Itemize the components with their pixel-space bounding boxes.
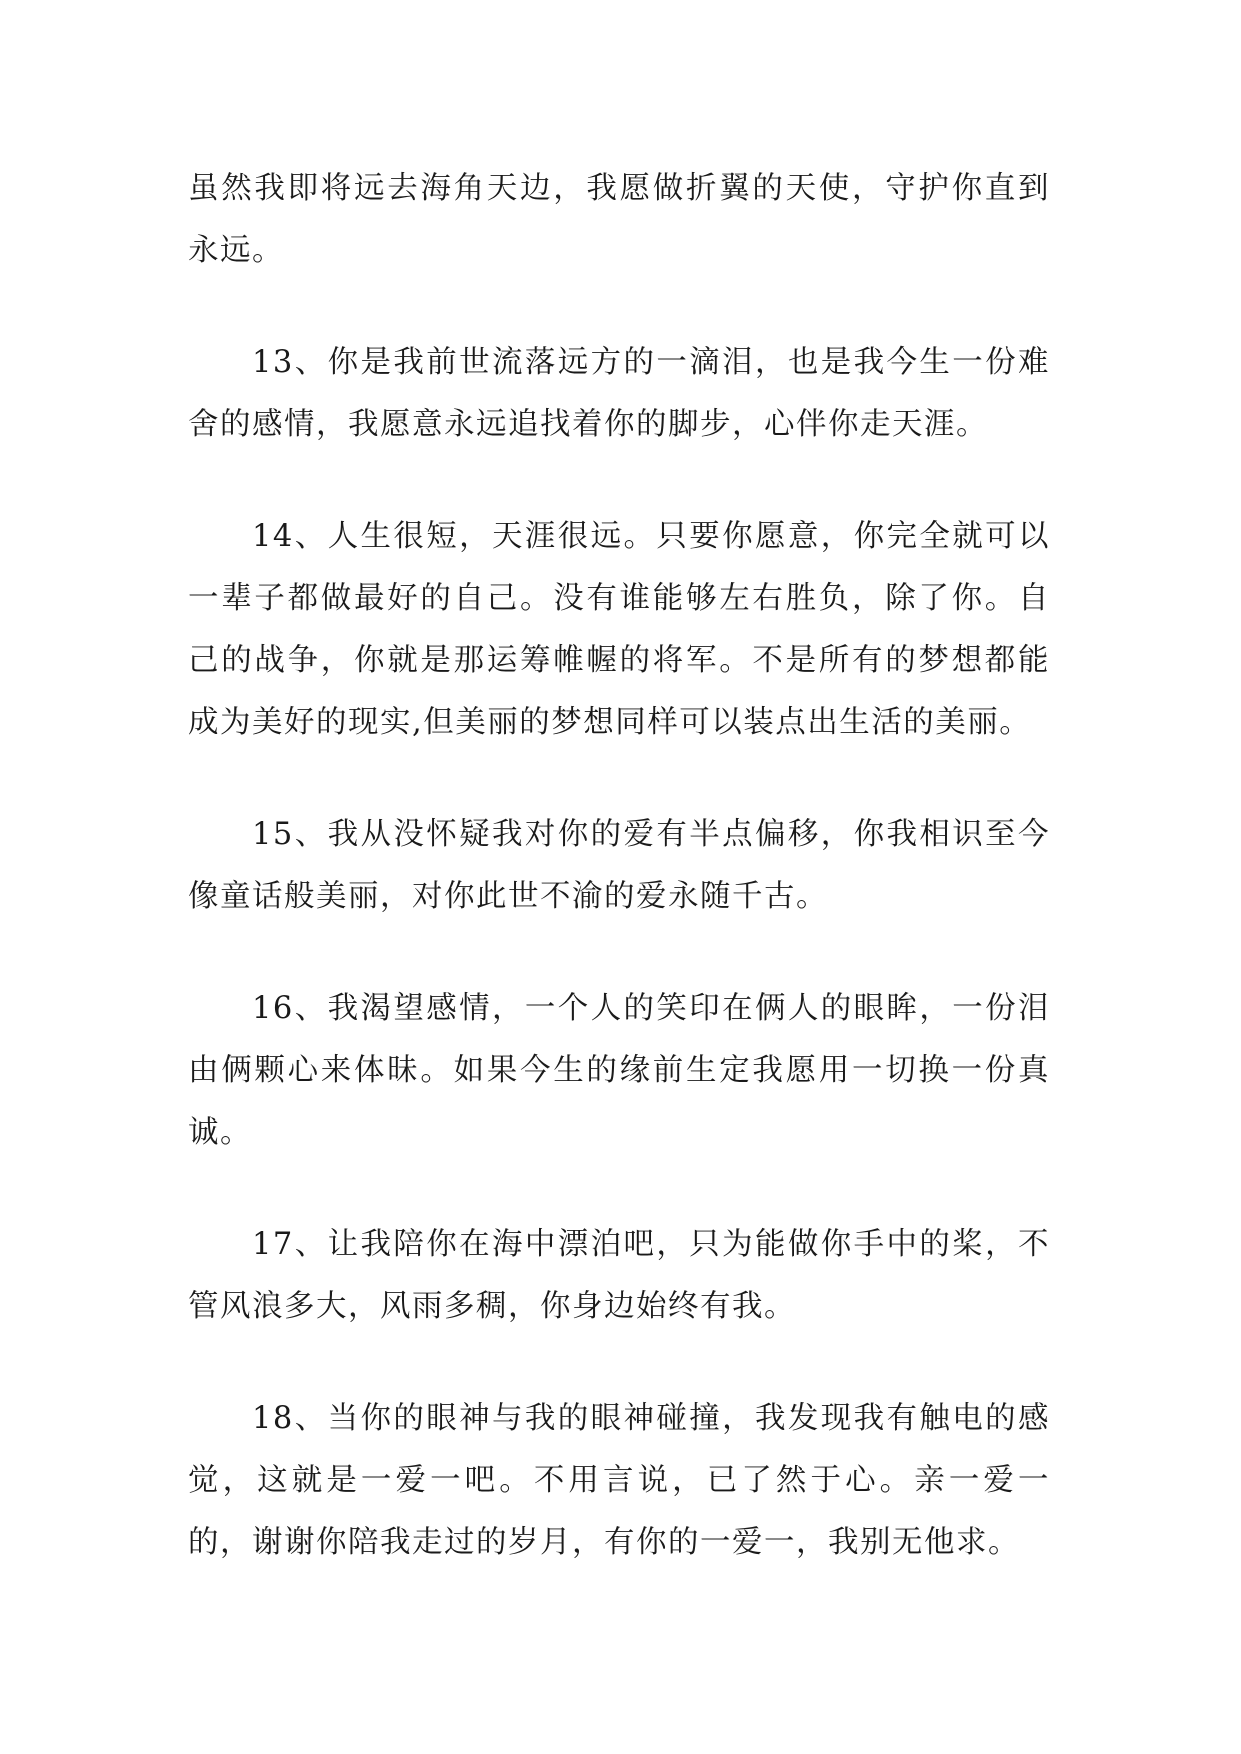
paragraph-continuation: 虽然我即将远去海角天边，我愿做折翼的天使，守护你直到永远。 — [188, 171, 1050, 268]
document-body — [188, 158, 1050, 1574]
paragraph-15: 15、我从没怀疑我对你的爱有半点偏移，你我相识至今像童话般美丽，对你此世不渝的爱永随千古。 — [188, 817, 1050, 914]
paragraph-14: 14、人生很短，天涯很远。只要你愿意，你完全就可以一辈子都做最好的自己。没有谁能够左右胜负，除了你。自己的战争，你就是那运筹帷幄的将军。不是所有的梦想都能成为美好的现实,但美丽的梦想同样可以装点出生活的美丽。 — [188, 519, 1050, 740]
paragraph-18: 18、当你的眼神与我的眼神碰撞，我发现我有触电的感觉，这就是一爱一吧。不用言说，已了然于心。亲一爱一的，谢谢你陪我走过的岁月，有你的一爱一，我别无他求。 — [188, 1401, 1050, 1560]
paragraph-17: 17、让我陪你在海中漂泊吧，只为能做你手中的桨，不管风浪多大，风雨多稠，你身边始终有我。 — [188, 1227, 1050, 1324]
paragraph-13: 13、你是我前世流落远方的一滴泪，也是我今生一份难舍的感情，我愿意永远追找着你的脚步，心伴你走天涯。 — [188, 345, 1050, 442]
paragraph-16: 16、我渴望感情，一个人的笑印在俩人的眼眸，一份泪由俩颗心来体昧。如果今生的缘前生定我愿用一切换一份真诚。 — [188, 991, 1050, 1150]
